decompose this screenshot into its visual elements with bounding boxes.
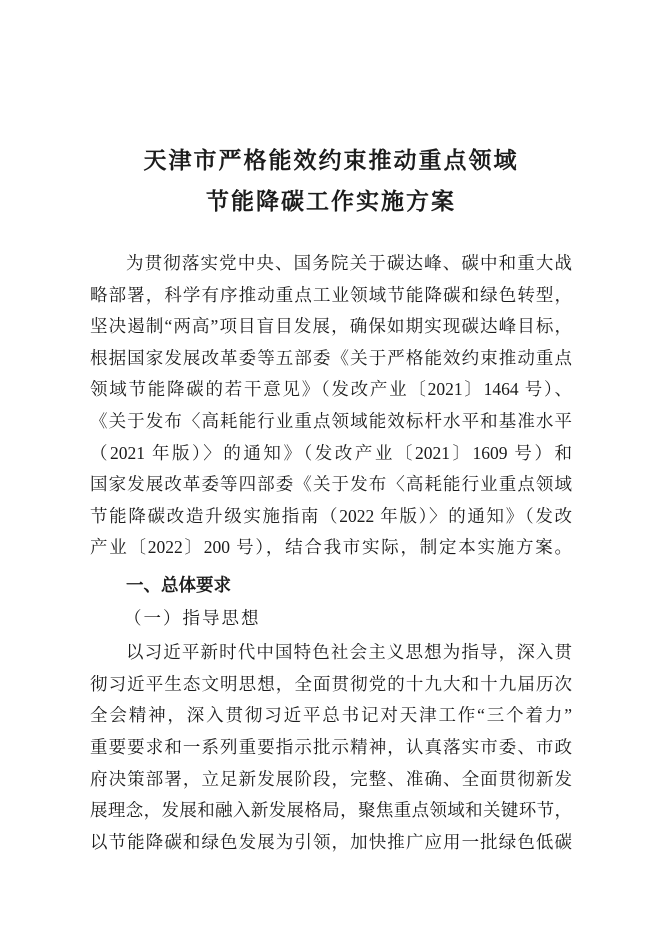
paragraph-intro-line: 产业〔2022〕200 号），结合我市实际，制定本实施方案。 [90,537,572,558]
paragraph-intro-line: 坚决遏制“两高”项目盲目发展，确保如期实现碳达峰目标， [90,316,572,337]
paragraph-intro [90,248,572,564]
paragraph-intro-line: 根据国家发展改革委等五部委《关于严格能效约束推动重点 [90,347,572,368]
document-title [0,0,662,222]
paragraph-intro-line: 节能降碳改造升级实施指南（2022 年版）〉的通知》（发改 [90,505,572,526]
paragraph-guiding-line: 以节能降碳和绿色发展为引领，加快推广应用一批绿色低碳 [90,831,572,852]
document-title-line-2: 节能降碳工作实施方案 [206,189,456,214]
paragraph-guiding-line: 府决策部署，立足新发展阶段，完整、准确、全面贯彻新发 [90,768,572,789]
paragraph-intro-line: 国家发展改革委等四部委《关于发布〈高耗能行业重点领域 [90,474,572,495]
paragraph-intro-line: 领域节能降碳的若干意见》（发改产业〔2021〕1464 号）、 [90,379,572,400]
paragraph-intro-line: （2021 年版）〉的通知》（发改产业〔2021〕1609 号）和 [90,442,572,463]
document-body [90,248,572,858]
paragraph-intro-line: 为贯彻落实党中央、国务院关于碳达峰、碳中和重大战 [126,253,572,273]
paragraph-guiding-line: 重要要求和一系列重要指示批示精神，认真落实市委、市政 [90,736,572,757]
paragraph-guiding-ideology [90,637,572,858]
paragraph-guiding-line: 以习近平新时代中国特色社会主义思想为指导，深入贯 [126,642,572,663]
subsection-heading-guiding-ideology: （一）指导思想 [124,607,261,628]
paragraph-guiding-line: 彻习近平生态文明思想，全面贯彻党的十九大和十九届历次 [90,673,572,694]
paragraph-intro-line: 《关于发布〈高耗能行业重点领域能效标杆水平和基准水平 [90,410,572,431]
document-title-line-1: 天津市严格能效约束推动重点领域 [143,148,519,173]
paragraph-intro-line: 略部署，科学有序推动重点工业领域节能降碳和绿色转型， [90,284,572,305]
paragraph-guiding-line: 全会精神，深入贯彻习近平总书记对天津工作“三个着力” [90,705,572,726]
section-heading-overall-requirements: 一、总体要求 [126,574,231,595]
paragraph-guiding-line: 展理念，发展和融入新发展格局，聚焦重点领域和关键环节， [90,800,572,821]
